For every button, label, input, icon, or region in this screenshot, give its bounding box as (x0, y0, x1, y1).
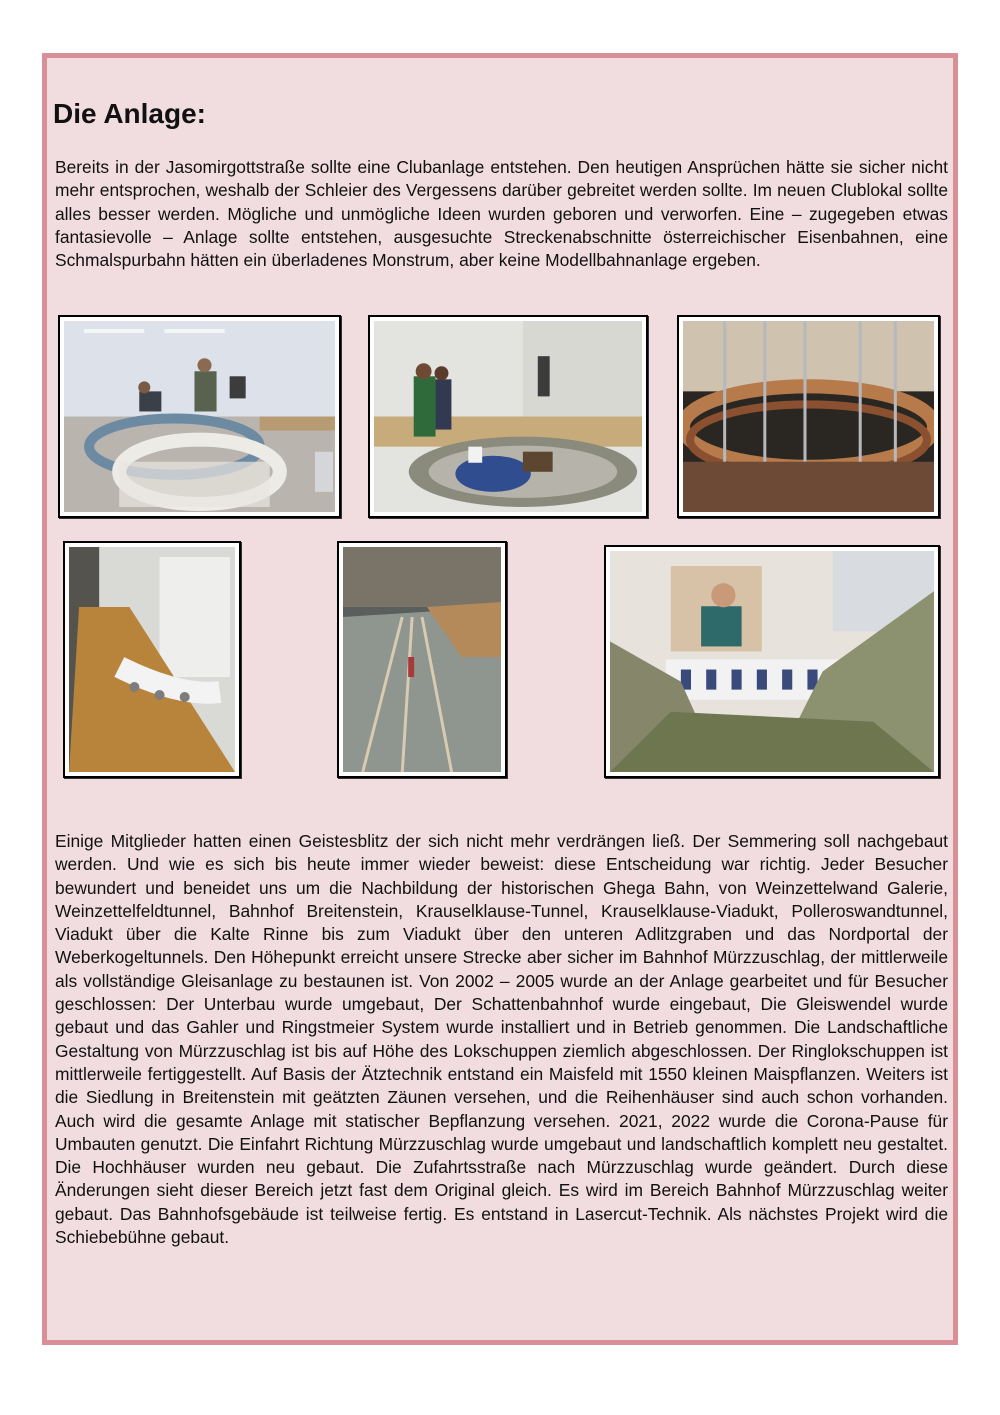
page-title: Die Anlage: (53, 98, 206, 129)
photo-viaduct-on-shelf (63, 541, 241, 778)
photo-station-tracks (337, 541, 507, 778)
photo-helix-track (677, 315, 940, 518)
history-paragraph: Einige Mitglieder hatten einen Geistesblitz der sich nicht mehr verdrängen ließ. Der Semmering soll nachgebaut werden. Und wie es sich bis heute immer wieder beweist: diese Entscheidung war richtig. Jeder Besucher bewundert und beneidet uns um die Nachbildung der historischen Ghega Bahn, von Weinzettelwand Galerie, Weinzettelfeldtunnel, Bahnhof Breitenstein, Krauselklause-Tunnel, Krauselklause-Viadukt, Polleroswandtunnel, Viadukt über die Kalte Rinne bis zum Viadukt über den unteren Adlitzgraben und das Nordportal der Weberkogeltunnels. Den Höhepunkt erreicht unsere Strecke aber sicher im Bahnhof Mürzzuschlag, der mittlerweile als vollständige Gleisanlage zu bestaunen ist. Von 2002 – 2005 wurde an der Anlage gearbeitet und für Besucher geschlossen: Der Unterbau wurde umgebaut, Der Schattenbahnhof wurde eingebaut, Die Gleiswendel wurde gebaut und das Gahler und Ringstmeier System wurde installiert und in Betrieb genommen. Die Landschaftliche Gestaltung von Mürzzuschlag ist bis auf Höhe des Lokschuppen ziemlich abgeschlossen. Der Ringlokschuppen ist mittlerweile fertiggestellt. Auf Basis der Ätztechnik entstand ein Maisfeld mit 1550 kleinen Maispflanzen. Weiters ist die Siedlung in Breitenstein mit geätzten Zäunen versehen, und die Reihenhäuser sind auch schon vorhanden. Auch wird die gesamte Anlage mit statischer Bepflanzung versehen. 2021, 2022 wurde die Corona-Pause für Umbauten genutzt. Die Einfahrt Richtung Mürzzuschlag wurde umgebaut und landschaftlich komplett neu gestaltet. Die Hochhäuser wurden neu gebaut. Die Zufahrtsstraße nach Mürzzuschlag wurde geändert. Durch diese Änderungen sieht dieser Bereich jetzt fast dem Original gleich. Es wird im Bereich Bahnhof Mürzzuschlag weiter gebaut. Das Bahnhofsgebäude ist teilweise fertig. Es entstand in Lasercut-Technik. Als nächstes Projekt wird die Schiebebühne gebaut. (55, 831, 948, 1248)
photo-room-oval-layout (58, 315, 341, 518)
intro-paragraph: Bereits in der Jasomirgottstraße sollte eine Clubanlage entstehen. Den heutigen Ansprüchen hätte sie sicher nicht mehr entsprochen, weshalb der Schleier des Vergessens darüber gebreitet werden sollte. Im neuen Clublokal sollte alles besser werden. Mögliche und unmögliche Ideen wurden geboren und verworfen. Eine – zugegeben etwas fantasievolle – Anlage sollte entstehen, ausgesuchte Streckenabschnitte österreichischer Eisenbahnen, eine Schmalspurbahn hätten ein überladenes Monstrum, aber keine Modellbahnanlage ergeben. (55, 157, 948, 271)
photo-man-behind-viaduct (604, 545, 940, 778)
photo-room-layout-work (368, 315, 648, 518)
